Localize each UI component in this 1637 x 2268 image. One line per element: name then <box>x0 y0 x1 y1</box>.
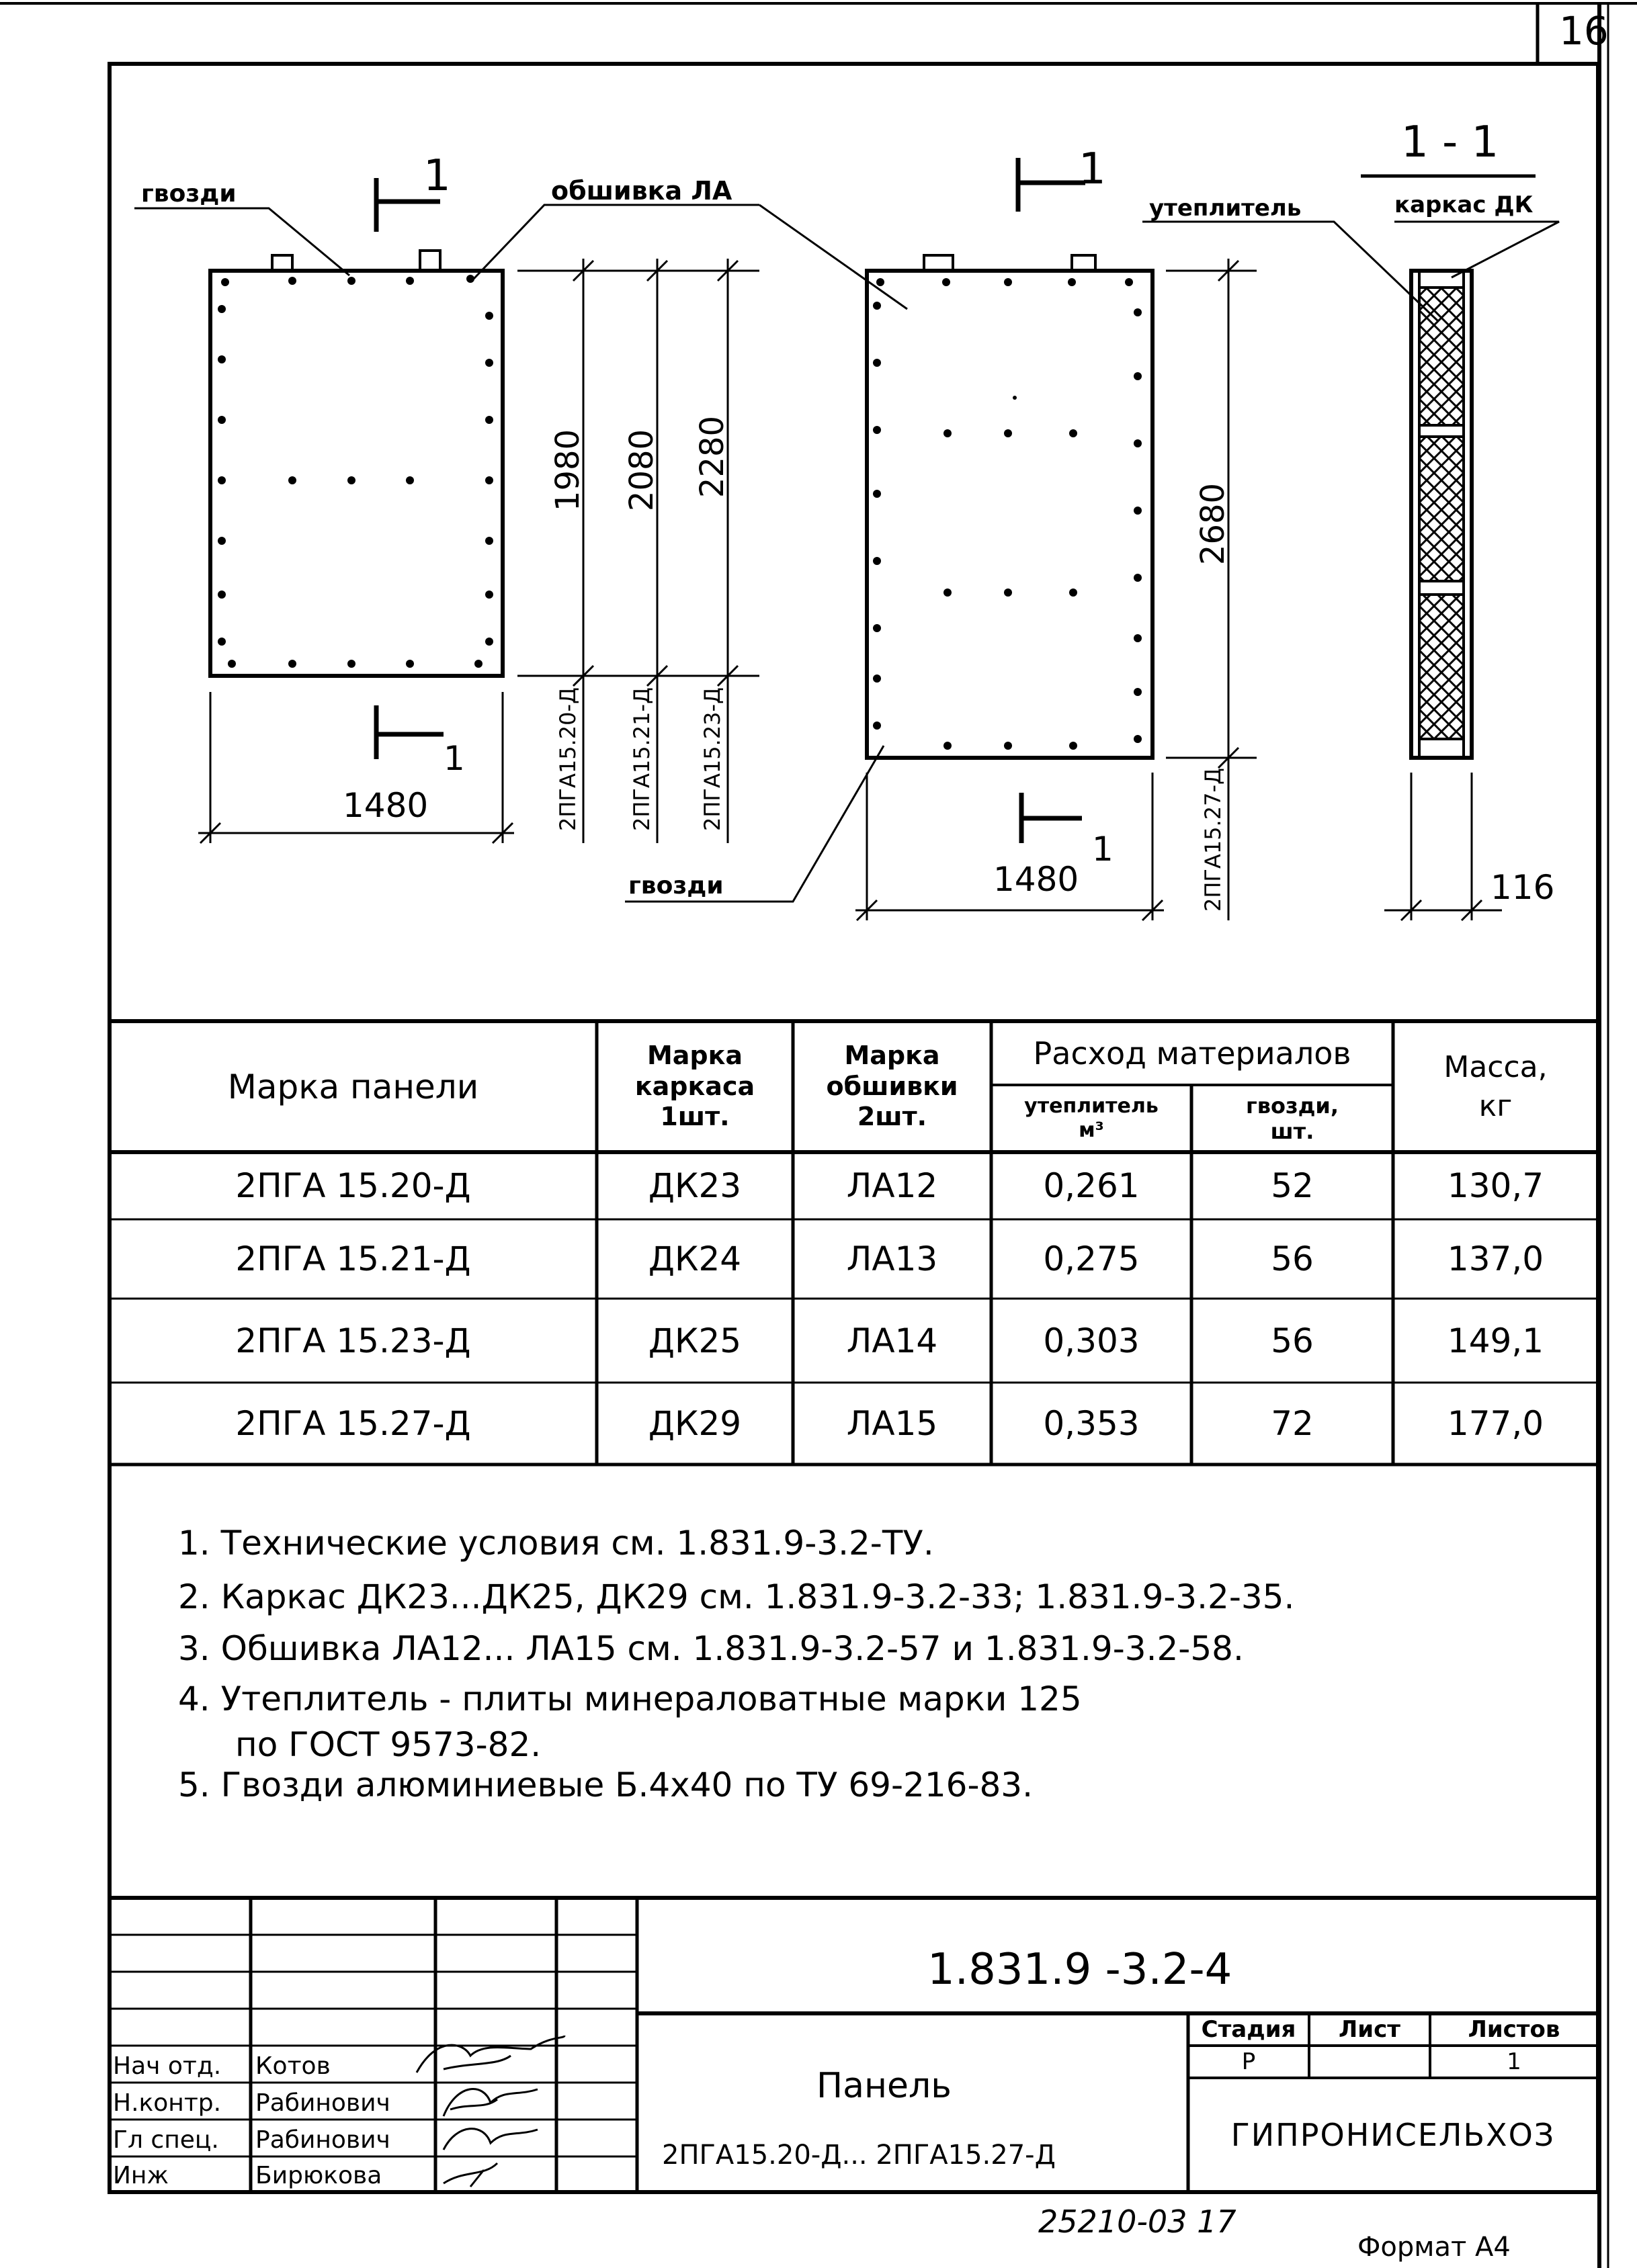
table-row-3-mass: 149,1 <box>1447 1321 1544 1360</box>
table-row-2-panel: 2ПГА 15.21-Д <box>235 1239 471 1278</box>
th-insulation <box>991 1085 1191 1152</box>
dim-height-2280: 2280 <box>694 415 731 498</box>
dim-width-left: 1480 <box>343 786 429 825</box>
th-sheathing-l2: обшивки <box>826 1071 958 1101</box>
th-mass-l1: Масса, <box>1443 1050 1548 1085</box>
section-title: 1 - 1 <box>1401 118 1499 167</box>
sheets-header: Листов <box>1468 2016 1560 2043</box>
role-engineer: Инж <box>113 2162 169 2189</box>
note-4: 4. Утеплитель - плиты минераловатные марки 125 <box>178 1680 1082 1718</box>
table-row-3-sheathing: ЛА14 <box>846 1321 938 1360</box>
table-row-1-panel: 2ПГА 15.20-Д <box>235 1166 471 1205</box>
table-row-4-sheathing: ЛА15 <box>846 1404 938 1443</box>
panel-title: Панель <box>816 2066 952 2106</box>
th-panel: Марка панели <box>227 1067 479 1106</box>
th-consumption: Расход материалов <box>1033 1035 1351 1072</box>
name-head-dept: Котов <box>255 2052 331 2080</box>
sheets-value: 1 <box>1507 2048 1521 2075</box>
table-row-4-panel: 2ПГА 15.27-Д <box>235 1404 471 1443</box>
table-row-1-nails: 52 <box>1271 1166 1314 1205</box>
table-row-1-mass: 130,7 <box>1447 1166 1544 1205</box>
dim-height-2080: 2080 <box>623 429 661 512</box>
th-sheathing-l1: Марка <box>844 1041 940 1071</box>
th-nails <box>1191 1085 1393 1152</box>
note-2: 2. Каркас ДК23...ДК25, ДК29 см. 1.831.9-3.2-33; 1.831.9-3.2-35. <box>178 1577 1295 1616</box>
label-insulation: утеплитель <box>1149 195 1302 222</box>
dim-mark-2020: 2ПГА15.20-Д <box>555 687 581 831</box>
table-row-3-panel: 2ПГА 15.23-Д <box>235 1321 471 1360</box>
table-row-2-sheathing: ЛА13 <box>846 1239 938 1278</box>
panel-title-range: 2ПГА15.20-Д... 2ПГА15.27-Д <box>662 2140 1056 2171</box>
role-chief-spec: Гл спец. <box>113 2126 219 2154</box>
section-mark-top-middle: 1 <box>1079 144 1106 194</box>
th-insulation-l1: утеплитель <box>1024 1094 1159 1118</box>
table-row-3-nails: 56 <box>1271 1321 1314 1360</box>
organization: ГИПРОНИСЕЛЬХОЗ <box>1230 2117 1556 2153</box>
th-mass <box>1393 1021 1598 1152</box>
th-frame-l3: 1шт. <box>660 1102 730 1132</box>
format-label: Формат А4 <box>1357 2232 1511 2263</box>
note-1: 1. Технические условия см. 1.831.9-3.2-ТУ. <box>178 1524 934 1563</box>
table-row-2-nails: 56 <box>1271 1239 1314 1278</box>
sheet-value <box>1309 2046 1430 2078</box>
label-frame: каркас ДК <box>1394 191 1534 218</box>
table-row-4-frame: ДК29 <box>648 1404 742 1443</box>
table-row-1-sheathing: ЛА12 <box>846 1166 938 1205</box>
stage-value: Р <box>1241 2048 1256 2075</box>
th-mass-l2: кг <box>1478 1088 1513 1123</box>
dim-height-2680: 2680 <box>1194 482 1232 566</box>
note-5: 5. Гвозди алюминиевые Б.4х40 по ТУ 69-216-83. <box>178 1765 1033 1804</box>
note-3: 3. Обшивка ЛА12... ЛА15 см. 1.831.9-3.2-57 и 1.831.9-3.2-58. <box>178 1629 1244 1668</box>
table-row-4-insulation: 0,353 <box>1043 1404 1140 1443</box>
name-engineer: Бирюкова <box>255 2162 382 2189</box>
inventory-number: 25210-03 17 <box>1038 2204 1236 2240</box>
table-row-2-mass: 137,0 <box>1447 1239 1544 1278</box>
label-sheathing: обшивка ЛА <box>551 176 732 206</box>
table-row-2-frame: ДК24 <box>648 1239 742 1278</box>
page-number: 16 <box>1559 8 1609 54</box>
th-frame-l2: каркаса <box>634 1071 755 1101</box>
dim-mark-2021: 2ПГА15.21-Д <box>629 687 655 831</box>
th-sheathing-l3: 2шт. <box>857 1102 927 1132</box>
table-row-3-insulation: 0,303 <box>1043 1321 1140 1360</box>
note-4-cont: по ГОСТ 9573-82. <box>235 1725 542 1764</box>
dim-mark-2023: 2ПГА15.23-Д <box>700 687 725 831</box>
table-row-1-frame: ДК23 <box>648 1166 742 1205</box>
table-row-2-insulation: 0,275 <box>1043 1239 1140 1278</box>
label-nails-middle: гвозди <box>628 872 724 900</box>
section-mark-top-left: 1 <box>423 151 451 201</box>
name-chief-spec: Рабинович <box>255 2126 390 2154</box>
th-nails-l2: шт. <box>1270 1119 1314 1144</box>
name-norm-control: Рабинович <box>255 2089 390 2117</box>
th-insulation-l2: м³ <box>1079 1119 1104 1142</box>
nail-dots-left <box>218 275 493 668</box>
table-row-4-mass: 177,0 <box>1447 1404 1544 1443</box>
dim-thickness: 116 <box>1491 868 1555 907</box>
sheet-header: Лист <box>1339 2016 1400 2043</box>
dim-mark-2027: 2ПГА15.27-Д <box>1200 768 1226 912</box>
table-row-4-nails: 72 <box>1271 1404 1314 1443</box>
role-norm-control: Н.контр. <box>113 2089 222 2117</box>
section-mark-bottom-middle: 1 <box>1092 830 1114 869</box>
table-row-3-frame: ДК25 <box>648 1321 742 1360</box>
th-frame <box>597 1021 793 1152</box>
th-nails-l1: гвозди, <box>1246 1092 1339 1119</box>
nail-dots-middle <box>873 278 1142 750</box>
label-nails-left: гвозди <box>141 180 237 208</box>
stage-header: Стадия <box>1201 2016 1296 2043</box>
th-sheathing <box>793 1021 991 1152</box>
th-frame-l1: Марка <box>646 1041 743 1071</box>
doc-code: 1.831.9 -3.2-4 <box>927 1945 1232 1995</box>
role-head-dept: Нач отд. <box>113 2052 222 2080</box>
section-mark-bottom-left: 1 <box>444 739 465 778</box>
table-row-1-insulation: 0,261 <box>1043 1166 1140 1205</box>
dim-width-middle: 1480 <box>993 860 1079 899</box>
signatures <box>417 2036 564 2187</box>
dim-height-1980: 1980 <box>549 429 587 512</box>
